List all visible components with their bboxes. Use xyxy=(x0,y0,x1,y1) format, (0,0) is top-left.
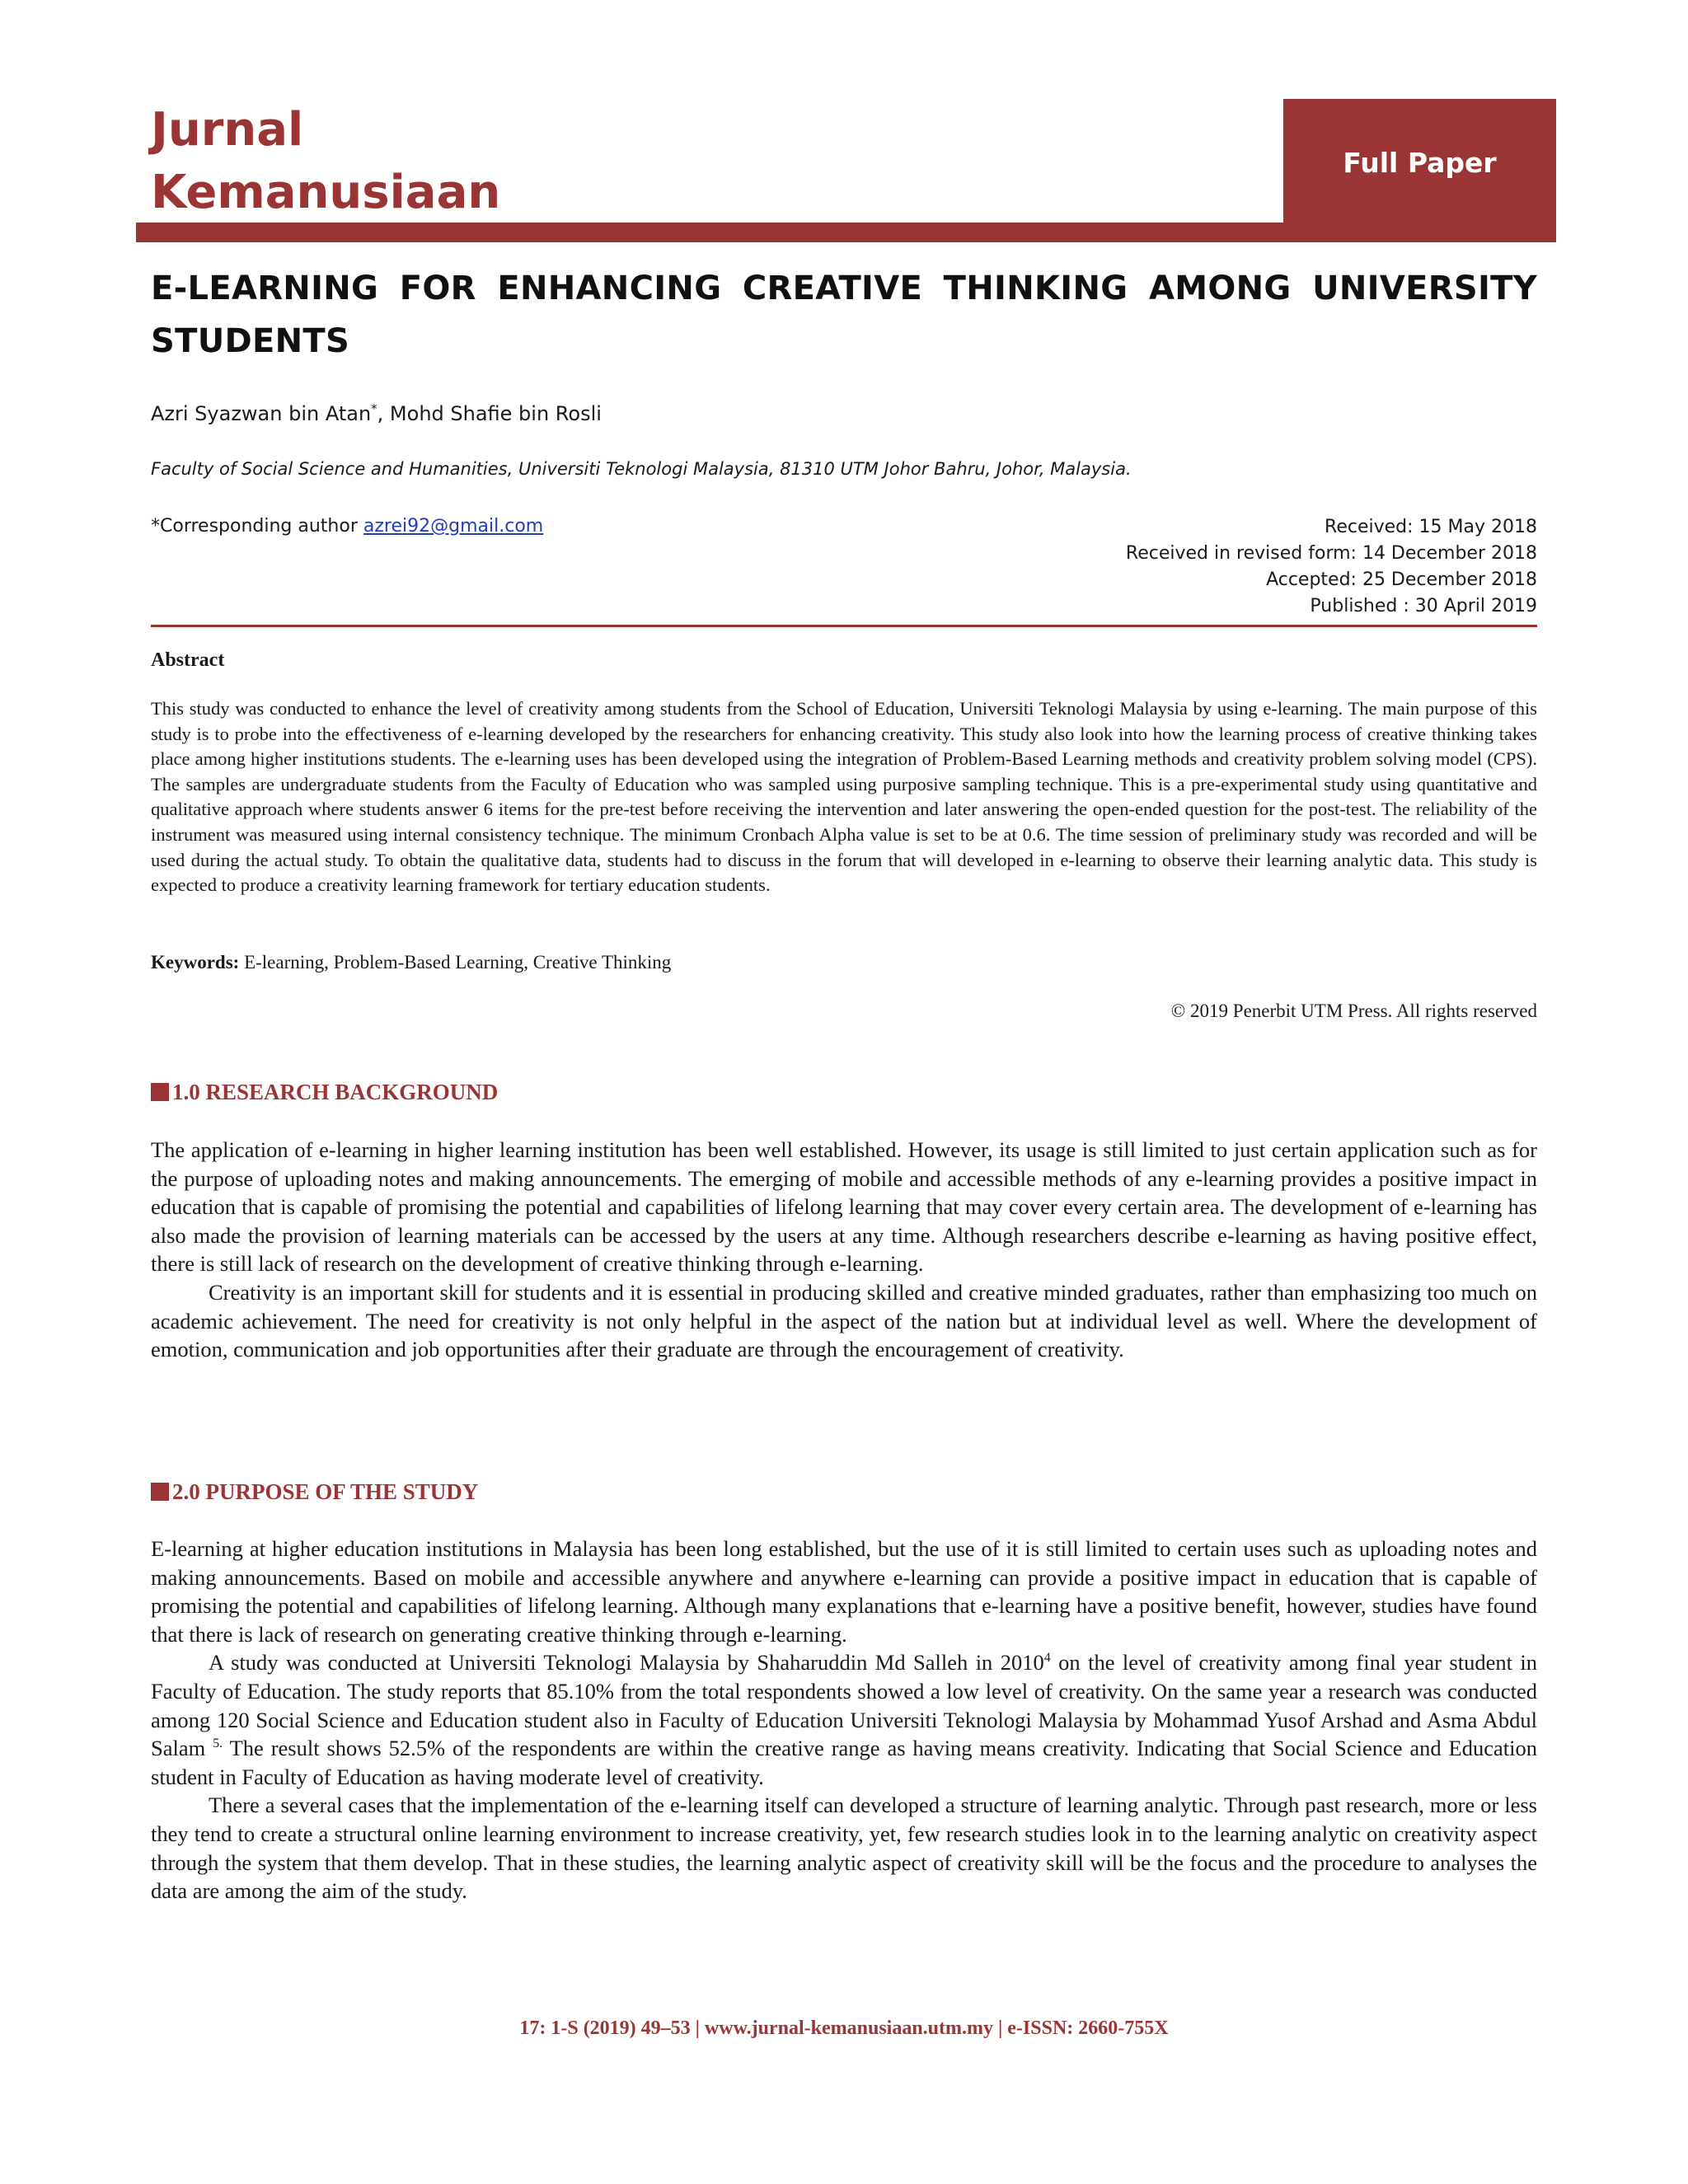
section-2-paragraph-1: E-learning at higher education institutions in Malaysia has been long established, but the use of it is still limited to certain uses such as uploading notes and making announcements. Based on mobile and accessible anywhere and anywhere e-learning can provide a positive impact in education that is capable of promising the potential and capabilities of lifelong learning. Although many explanations that e-learning have a positive benefit, however, studies have found that there is lack of research on generating creative thinking through e-learning. xyxy=(151,1536,1537,1647)
section-1-body xyxy=(151,1136,1537,1364)
section-2-paragraph-2-part-b: on the level of creativity among final year student in Faculty of Education. The study reports that 85.10% from the total respondents showed a low level of creativity. On the same year a research was conducted among 120 Social Science and Education student also in Faculty of Education Universiti Teknologi Malaysia by Mohammad Yusof Arshad and Asma Abdul Salam xyxy=(151,1650,1537,1761)
section-2-paragraph-3: There a several cases that the implementation of the e-learning itself can developed a structure of learning analytic. Through past research, more or less they tend to create a structural online learning environment to increase creativity, yet, few research studies look in to the learning analytic on creativity aspect through the system that them develop. That in these studies, the learning analytic aspect of creativity skill will be the focus and the procedure to analyses the data are among the aim of the study. xyxy=(151,1793,1537,1904)
journal-name-line1: Jurnal xyxy=(151,103,304,157)
date-published: Published : 30 April 2019 xyxy=(1310,596,1537,616)
section-1-title: 1.0 RESEARCH BACKGROUND xyxy=(172,1080,499,1104)
keywords-label: Keywords: xyxy=(151,952,240,972)
corresponding-author xyxy=(151,514,893,539)
corresponding-mark: * xyxy=(371,401,377,416)
full-paper-badge: Full Paper xyxy=(1283,99,1556,242)
section-2-paragraph-2 xyxy=(151,1648,1537,1791)
authors xyxy=(151,394,1305,429)
abstract-heading: Abstract xyxy=(151,649,225,671)
author-2: , Mohd Shafie bin Rosli xyxy=(377,402,602,425)
section-marker-icon xyxy=(151,1483,169,1501)
section-2-paragraph-2-part-c: The result shows 52.5% of the respondents are within the creative range as having means creativity. Indicating that Social Science and Education student in Faculty of Education as having moderate level of creativity. xyxy=(151,1736,1537,1789)
keywords xyxy=(151,950,1537,975)
date-received: Received: 15 May 2018 xyxy=(1325,517,1537,537)
citation-ref-5: 5. xyxy=(213,1736,223,1751)
author-1: Azri Syazwan bin Atan xyxy=(151,402,372,425)
section-1-paragraph-2: Creativity is an important skill for students and it is essential in producing skilled and creative minded graduates, rather than emphasizing too much on academic achievement. The need for creativity is not only helpful in the aspect of the nation but at individual level as well. Where the development of emotion, communication and job opportunities after their graduate are through the encouragement of creativity. xyxy=(151,1279,1537,1362)
article-dates xyxy=(960,514,1537,620)
abstract-text: This study was conducted to enhance the level of creativity among students from the School of Education, Universiti Teknologi Malaysia by using e-learning. The main purpose of this study is to probe into the effectiveness of e-learning developed by the researchers for enhancing creativity. This study also look into how the learning process of creative thinking takes place among higher institutions students. The e-learning uses has been developed using the integration of Problem-Based Learning methods and creativity problem solving model (CPS). The samples are undergraduate students from the Faculty of Education who was sampled using purposive sampling technique. This is a pre-experimental study using quantitative and qualitative approach where students answer 6 items for the pre-test before receiving the intervention and later answering the open-ended question for the post-test. The reliability of the instrument was measured using internal consistency technique. The minimum Cronbach Alpha value is set to be at 0.6. The time session of preliminary study was recorded and will be used during the actual study. To obtain the qualitative data, students had to discuss in the forum that will developed in e-learning to observe their learning analytic data. This study is expected to produce a creativity learning framework for tertiary education students. xyxy=(151,698,1537,896)
header-divider xyxy=(151,625,1537,627)
keywords-list: E-learning, Problem-Based Learning, Creative Thinking xyxy=(239,952,672,972)
affiliation: Faculty of Social Science and Humanities, Universiti Teknologi Malaysia, 81310 UTM Johor Bahru, Johor, Malaysia. xyxy=(151,459,1132,479)
journal-name-line2: Kemanusiaan xyxy=(151,166,501,219)
section-2-title: 2.0 PURPOSE OF THE STUDY xyxy=(172,1479,479,1504)
journal-name xyxy=(151,99,1222,224)
article-title: E-LEARNING FOR ENHANCING CREATIVE THINKING AMONG UNIVERSITY STUDENTS xyxy=(151,269,1537,360)
citation-ref-4: 4 xyxy=(1043,1651,1051,1666)
corresponding-email-link[interactable]: azrei92@gmail.com xyxy=(363,516,544,537)
date-revised: Received in revised form: 14 December 2018 xyxy=(1125,543,1537,564)
section-marker-icon xyxy=(151,1083,169,1101)
section-2-body xyxy=(151,1535,1537,1905)
corresponding-label: *Corresponding author xyxy=(151,516,363,537)
section-2-paragraph-2-part-a: A study was conducted at Universiti Teknologi Malaysia by Shaharuddin Md Salleh in 2010 xyxy=(209,1650,1044,1675)
section-2-heading xyxy=(151,1478,478,1506)
page-footer: 17: 1-S (2019) 49–53 | www.jurnal-kemanusiaan.utm.my | e-ISSN: 2660-755X xyxy=(519,2018,1169,2039)
section-1-heading xyxy=(151,1078,498,1106)
date-accepted: Accepted: 25 December 2018 xyxy=(1266,569,1537,590)
copyright: © 2019 Penerbit UTM Press. All rights reserved xyxy=(1170,1001,1537,1021)
section-1-paragraph-1: The application of e-learning in higher learning institution has been well established. However, its usage is still limited to just certain application such as for the purpose of uploading notes and making announcements. The emerging of mobile and accessible methods of any e-learning provides a positive impact in education that is capable of promising the potential and capabilities of lifelong learning that may cover every certain area. The development of e-learning has also made the provision of learning materials can be accessed by the users at any time. Although researchers describe e-learning as having positive effect, there is still lack of research on the development of creative thinking through e-learning. xyxy=(151,1137,1537,1277)
